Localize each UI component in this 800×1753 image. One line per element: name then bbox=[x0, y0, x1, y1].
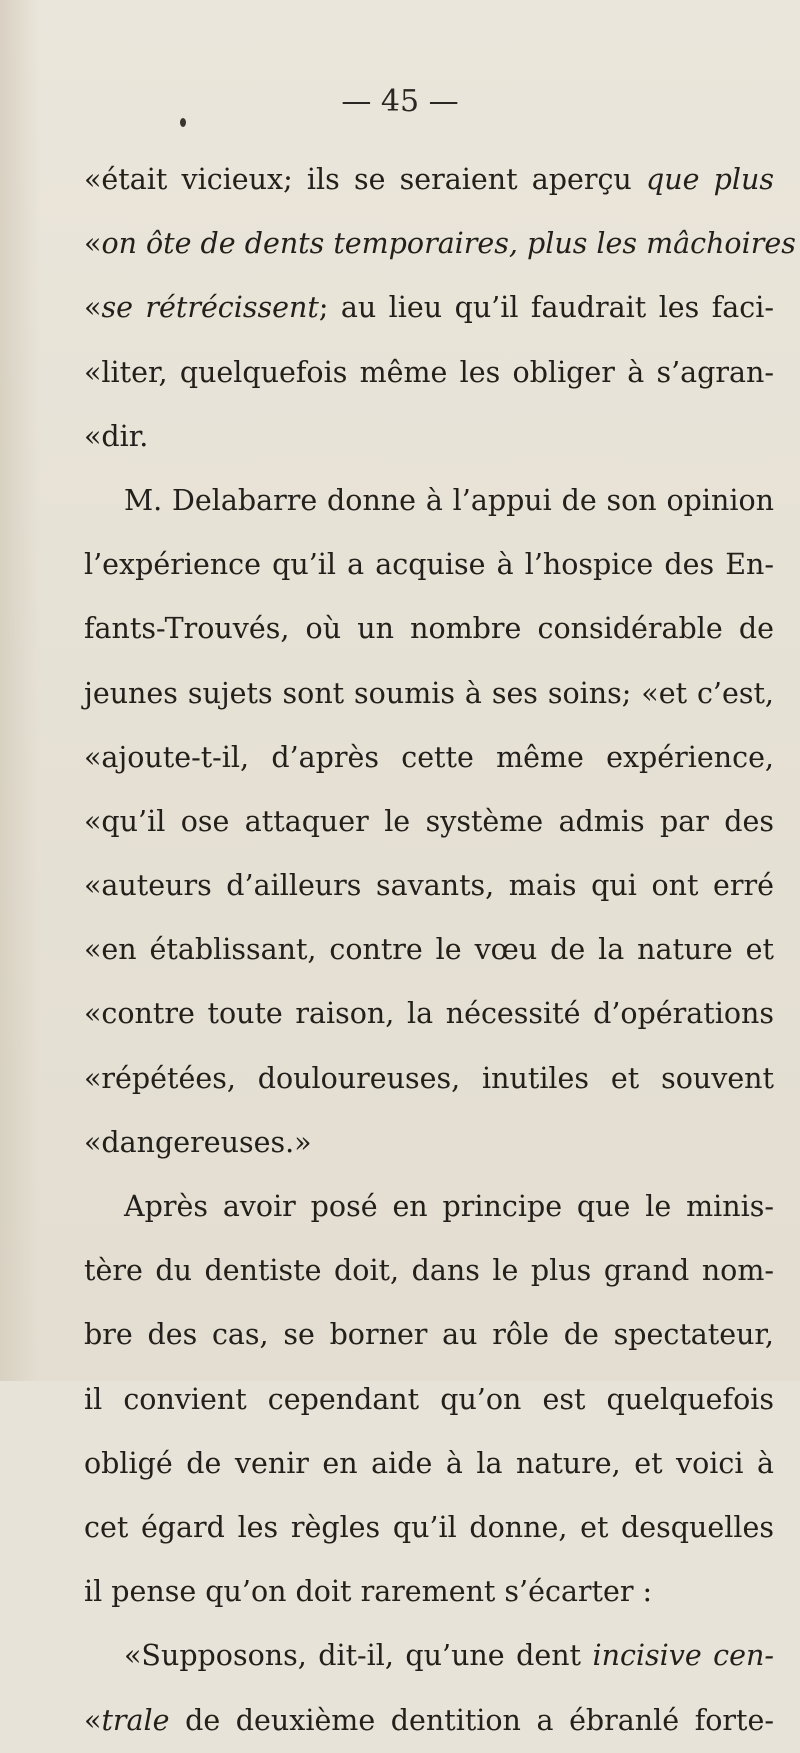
text-line-22: cet égard les règles qu’il donne, et desquelles bbox=[84, 1510, 774, 1544]
text-line-10: «ajoute-t-il, d’après cette même expérience, bbox=[84, 740, 774, 774]
text-line-11: «qu’il ose attaquer le système admis par des bbox=[84, 804, 774, 838]
text-line-17: Après avoir posé en principe que le minis- bbox=[124, 1190, 774, 1223]
text-line-19: bre des cas, se borner au rôle de spectateur, bbox=[84, 1318, 774, 1352]
text-line-24: «Supposons, dit-il, qu’une dent incisive cen- bbox=[124, 1639, 774, 1673]
text-line-16: «dangereuses.» bbox=[84, 1125, 312, 1159]
text-line-5: «dir. bbox=[84, 419, 149, 453]
page-gutter-shadow bbox=[0, 0, 40, 1381]
text-line-21: obligé de venir en aide à la nature, et voici à bbox=[84, 1446, 774, 1480]
text-line-8: fants-Trouvés, où un nombre considérable de bbox=[84, 612, 774, 646]
text-line-9: jeunes sujets sont soumis à ses soins; «et c’est, bbox=[84, 676, 774, 710]
text-line-12: «auteurs d’ailleurs savants, mais qui ont erré bbox=[84, 869, 774, 903]
body-text bbox=[84, 148, 796, 1753]
text-line-20: il convient cependant qu’on est quelquefois bbox=[84, 1382, 774, 1416]
text-line-6: M. Delabarre donne à l’appui de son opinion bbox=[124, 483, 774, 517]
text-line-13: «en établissant, contre le vœu de la nature et bbox=[84, 933, 774, 967]
page-number-header: — 45 — bbox=[341, 84, 459, 119]
text-line-7: l’expérience qu’il a acquise à l’hospice des En- bbox=[84, 548, 774, 582]
ink-speck bbox=[180, 118, 186, 127]
text-line-18: tère du dentiste doit, dans le plus grand nom- bbox=[84, 1254, 774, 1288]
text-line-14: «contre toute raison, la nécessité d’opérations bbox=[84, 997, 774, 1031]
text-line-15: «répétées, douloureuses, inutiles et souvent bbox=[84, 1061, 774, 1095]
text-line-25: «trale de deuxième dentition a ébranlé forte- bbox=[84, 1703, 774, 1737]
text-line-23: il pense qu’on doit rarement s’écarter : bbox=[84, 1575, 653, 1609]
text-line-2: «on ôte de dents temporaires, plus les mâchoires bbox=[84, 227, 796, 261]
text-line-3: «se rétrécissent; au lieu qu’il faudrait les faci- bbox=[84, 291, 774, 325]
text-line-4: «liter, quelquefois même les obliger à s’agran- bbox=[84, 355, 774, 389]
text-line-1: «était vicieux; ils se seraient aperçu que plus bbox=[84, 163, 774, 196]
